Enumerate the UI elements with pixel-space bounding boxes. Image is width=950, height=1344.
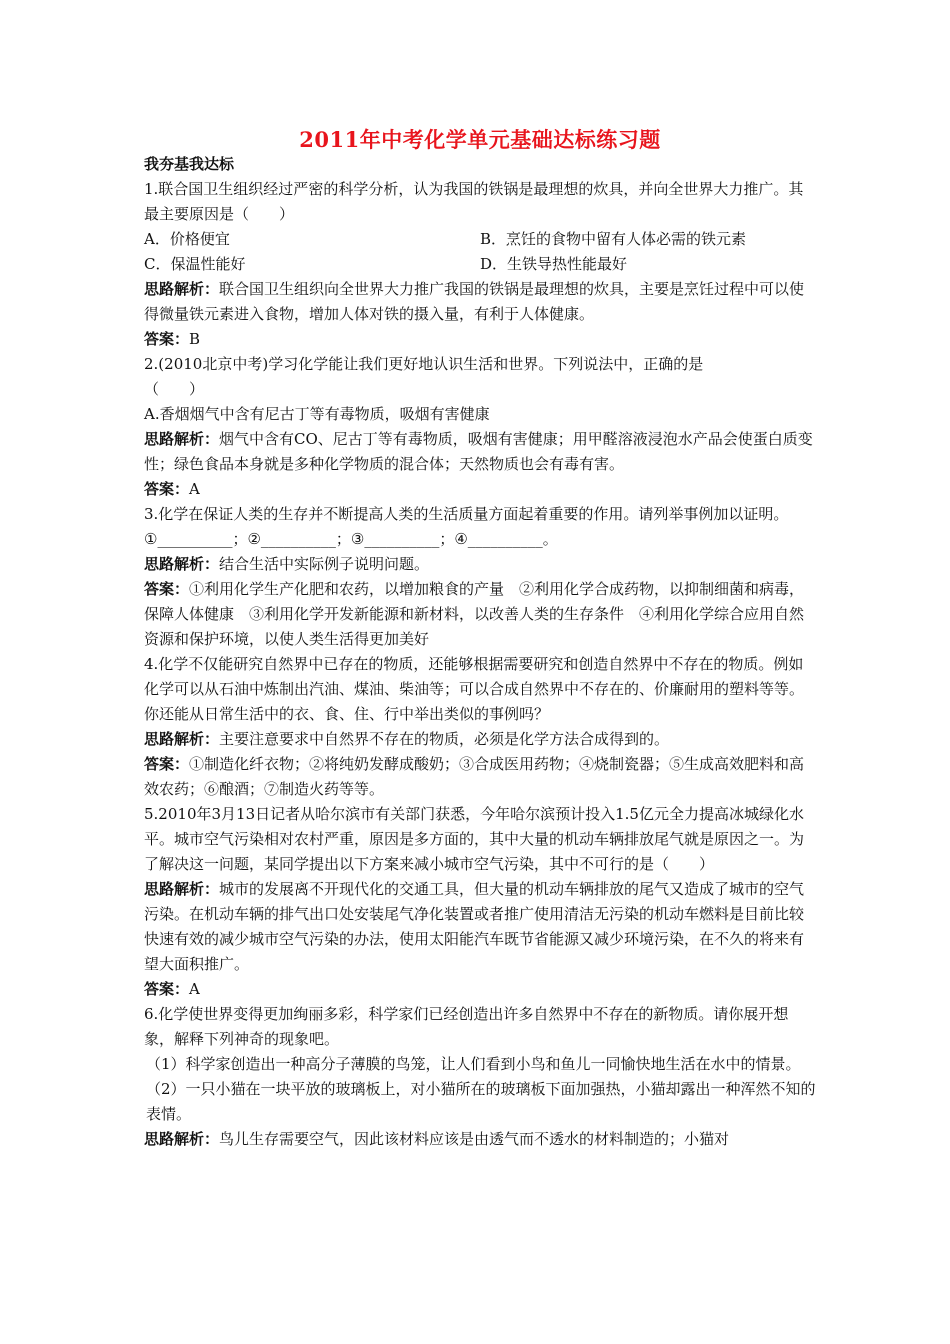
q2-stem: 2.(2010北京中考)学习化学能让我们更好地认识生活和世界。下列说法中，正确的是 [144, 355, 704, 373]
q5-answer [144, 977, 816, 1002]
q1-answer-text: B [189, 330, 201, 348]
q3-analysis [144, 552, 816, 577]
answer-label: 答案： [144, 980, 190, 998]
q4-stem: 4.化学不仅能研究自然界中已存在的物质，还能够根据需要研究和创造自然界中不存在的物质。例如化学可以从石油中炼制出汽油、煤油、柴油等；可以合成自然界中不存在的、价廉耐用的塑料等等。你还能从日常生活中的衣、食、住、行中举出类似的事例吗？ [144, 655, 805, 723]
q2-answer [144, 477, 816, 502]
q1-option-b: B．烹饪的食物中留有人体必需的铁元素 [480, 230, 747, 248]
q3-stem: 3.化学在保证人类的生存并不断提高人类的生活质量方面起着重要的作用。请列举事例加以证明。 [144, 505, 789, 523]
analysis-label: 思路解析： [144, 730, 220, 748]
document-title: 2011年中考化学单元基础达标练习题 [299, 127, 661, 152]
analysis-label: 思路解析： [144, 880, 220, 898]
document-body [144, 152, 816, 1152]
q1-stem: 1.联合国卫生组织经过严密的科学分析，认为我国的铁锅是最理想的炊具，并向全世界大力推广。其最主要原因是（ ） [144, 180, 804, 223]
answer-label: 答案： [144, 580, 190, 598]
q2-analysis [144, 427, 816, 477]
analysis-label: 思路解析： [144, 555, 220, 573]
q4-answer-text: ①制造化纤衣物；②将纯奶发酵成酸奶；③合成医用药物；④烧制瓷器；⑤生成高效肥料和高效农药；⑥酿酒；⑦制造火药等等。 [144, 755, 805, 798]
q1-option-c: C．保温性能好 [144, 255, 246, 273]
q3-answer [144, 577, 816, 652]
q1-answer [144, 327, 816, 352]
analysis-label: 思路解析： [144, 430, 220, 448]
q1-analysis-text: 联合国卫生组织向全世界大力推广我国的铁锅是最理想的炊具，主要是烹饪过程中可以使得微量铁元素进入食物，增加人体对铁的摄入量，有利于人体健康。 [144, 280, 805, 323]
analysis-label: 思路解析： [144, 280, 220, 298]
answer-label: 答案： [144, 480, 190, 498]
q4-analysis [144, 727, 816, 752]
q3-answer-text: ①利用化学生产化肥和农药，以增加粮食的产量 ②利用化学合成药物，以抑制细菌和病毒，保障人体健康 ③利用化学开发新能源和新材料，以改善人类的生存条件 ④利用化学综合应用自然资源和保护环境，以使人类生活得更加美好 [144, 580, 805, 648]
q3-analysis-text: 结合生活中实际例子说明问题。 [219, 555, 430, 573]
q1-options-row2 [144, 252, 816, 277]
q1-analysis [144, 277, 816, 327]
q5-analysis [144, 877, 816, 977]
q4-answer [144, 752, 816, 802]
q6-sub2: （2）一只小猫在一块平放的玻璃板上，对小猫所在的玻璃板下面加强热，小猫却露出一种浑然不知的表情。 [146, 1080, 816, 1123]
q1-options-row1 [144, 227, 816, 252]
q1-option-a: A．价格便宜 [144, 230, 230, 248]
q2-paren: （ ） [144, 380, 205, 398]
q6-analysis-text: 鸟儿生存需要空气，因此该材料应该是由透气而不透水的材料制造的；小猫对 [219, 1130, 730, 1148]
answer-label: 答案： [144, 755, 190, 773]
q6-sub1: （1）科学家创造出一种高分子薄膜的鸟笼，让人们看到小鸟和鱼儿一同愉快地生活在水中的情景。 [146, 1055, 801, 1073]
q4-analysis-text: 主要注意要求中自然界不存在的物质，必须是化学方法合成得到的。 [219, 730, 670, 748]
q5-answer-text: A [189, 980, 200, 998]
q1-option-d: D．生铁导热性能最好 [480, 255, 628, 273]
answer-label: 答案： [144, 330, 190, 348]
q5-stem: 5.2010年3月13日记者从哈尔滨市有关部门获悉，今年哈尔滨预计投入1.5亿元全力提高冰城绿化水平。城市空气污染相对农村严重，原因是多方面的，其中大量的机动车辆排放尾气就是原因之一。为了解决这一问题，某同学提出以下方案来减小城市空气污染，其中不可行的是（ ） [144, 805, 805, 873]
q5-analysis-text: 城市的发展离不开现代化的交通工具，但大量的机动车辆排放的尾气又造成了城市的空气污染。在机动车辆的排气出口处安装尾气净化装置或者推广使用清洁无污染的机动车燃料是目前比较快速有效的减少城市空气污染的办法，使用太阳能汽车既节省能源又减少环境污染，在不久的将来有望大面积推广。 [144, 880, 805, 973]
q3-blanks: ①__________；②__________；③__________；④__________。 [144, 530, 558, 548]
section-heading: 我夯基我达标 [144, 155, 235, 173]
q6-analysis [144, 1127, 816, 1152]
analysis-label: 思路解析： [144, 1130, 220, 1148]
q2-answer-text: A [189, 480, 200, 498]
q2-option-a: A.香烟烟气中含有尼古丁等有毒物质，吸烟有害健康 [144, 405, 490, 423]
q6-stem: 6.化学使世界变得更加绚丽多彩，科学家们已经创造出许多自然界中不存在的新物质。请你展开想象，解释下列神奇的现象吧。 [144, 1005, 789, 1048]
q2-analysis-text: 烟气中含有CO、尼古丁等有毒物质，吸烟有害健康；用甲醛溶液浸泡水产品会使蛋白质变性；绿色食品本身就是多种化学物质的混合体；天然物质也会有毒有害。 [144, 430, 813, 473]
